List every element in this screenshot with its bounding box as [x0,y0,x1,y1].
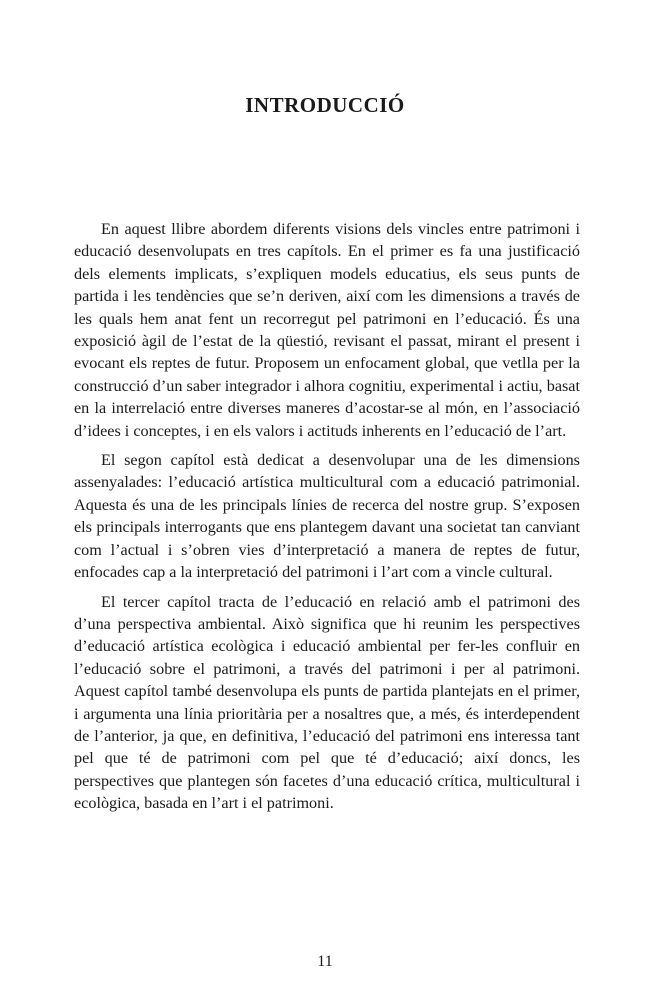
paragraph-2: El segon capítol està dedicat a desenvolupar una de les dimensions assenyalades: l’educació artística multicultural com a educació patrimonial. Aquesta és una de les principals línies de recerca del nostre grup. S’exposen els principals interrogants que ens plantegem davant una societat tan canviant com l’actual i s’obren vies d’interpretació a manera de reptes de futur, enfocades cap a la interpretació del patrimoni i l’art com a vincle cultural. [74,451,580,582]
page-number: 11 [317,953,333,970]
paragraph-3: El tercer capítol tracta de l’educació en relació amb el patrimoni des d’una perspectiva ambiental. Això significa que hi reunim les perspectives d’educació artística ecològica i educació ambiental per fer-les confluir en l’educació sobre el patrimoni, a través del patrimoni i per al patrimoni. Aquest capítol també desenvolupa els punts de partida plantejats en el primer, i argumenta una línia prioritària per a nosaltres que, a més, és interdependent de l’anterior, ja que, en definitiva, l’educació del patrimoni ens interessa tant pel que té de patrimoni com pel que té d’educació; així doncs, les perspectives que plantegen són facetes d’una educació crítica, multicultural i ecològica, basada en l’art i el patrimoni. [74,592,580,813]
body-text [74,218,580,822]
paragraph-1: En aquest llibre abordem diferents visions dels vincles entre patrimoni i educació desenvolupats en tres capítols. En el primer es fa una justificació dels elements implicats, s’expliquen models educatius, els seus punts de partida i les tendències que se’n deriven, així com les dimensions a través de les quals hem anat fent un recorregut pel patrimoni en l’educació. És una exposició àgil de l’estat de la qüestió, revisant el passat, mirant el present i evocant els reptes de futur. Proposem un enfocament global, que vetlla per la construcció d’un saber integrador i alhora cognitiu, experimental i actiu, basat en la interrelació entre diverses maneres d’acostar-se al món, en l’associació d’idees i conceptes, i en els valors i actituds inherents en l’educació de l’art. [74,220,580,440]
chapter-title: INTRODUCCIÓ [245,93,405,117]
